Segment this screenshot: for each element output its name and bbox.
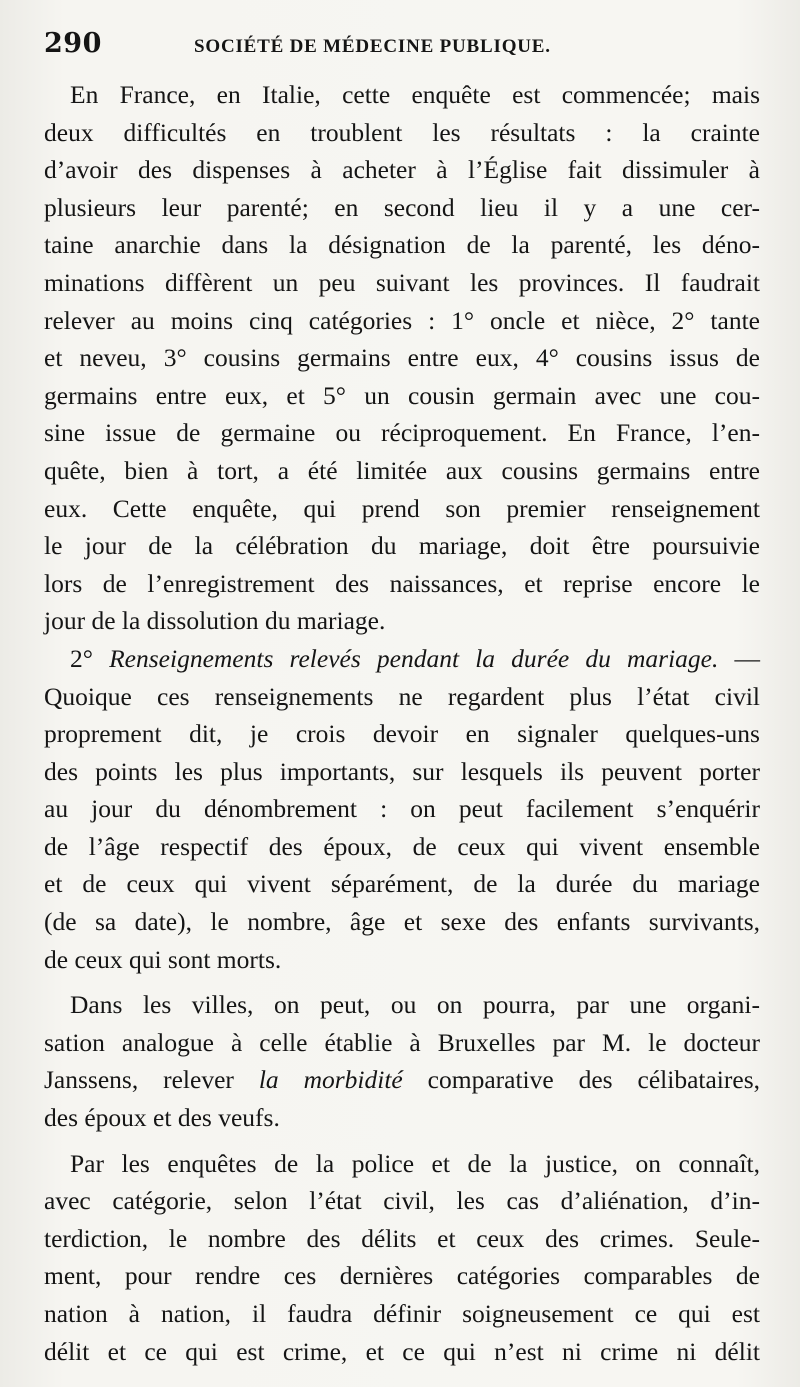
text-line: des points les plus importants, sur lesquels ils peuvent porter bbox=[44, 756, 760, 786]
text-line: le jour de la célébration du mariage, doit être poursuivie bbox=[44, 531, 760, 561]
text-line: taine anarchie dans la désignation de la parenté, les déno- bbox=[44, 230, 760, 260]
text-line: En France, en Italie, cette enquête est commencée; mais bbox=[70, 80, 760, 109]
section-dash: — bbox=[734, 643, 761, 673]
running-head bbox=[44, 28, 760, 68]
text-line: deux difficultés en troublent les résultats : la crainte bbox=[44, 117, 760, 147]
text-line: Quoique ces renseignements ne regardent plus l’état civil bbox=[44, 681, 760, 711]
text-line: sation analogue à celle établie à Bruxelles par M. le docteur bbox=[44, 1027, 760, 1057]
text-line: plusieurs leur parenté; en second lieu il y a une cer- bbox=[44, 192, 760, 222]
text-fragment: comparative des célibataires, bbox=[402, 1065, 760, 1095]
paragraph-2 bbox=[44, 640, 760, 978]
text-line: de ceux qui sont morts. bbox=[44, 944, 282, 974]
text-line: des époux et des veufs. bbox=[44, 1103, 280, 1133]
text-line: nation à nation, il faudra définir soigneusement ce qui est bbox=[44, 1299, 760, 1328]
text-line: minations diffèrent un peu suivant les provinces. Il faudrait bbox=[44, 267, 760, 297]
text-fragment: Janssens, relever bbox=[44, 1065, 259, 1095]
text-line: (de sa date), le nombre, âge et sexe des enfants survivants, bbox=[44, 907, 760, 937]
text-line: eux. Cette enquête, qui prend son premier renseignement bbox=[44, 493, 760, 523]
paragraph-4 bbox=[44, 1145, 760, 1371]
text-line: jour de la dissolution du mariage. bbox=[44, 606, 386, 636]
text-line: proprement dit, je crois devoir en signaler quelques-uns bbox=[44, 719, 760, 749]
text-line: de l’âge respectif des époux, de ceux qui vivent ensemble bbox=[44, 831, 760, 861]
text-line: quête, bien à tort, a été limitée aux cousins germains entre bbox=[44, 455, 760, 485]
paragraph-1 bbox=[44, 76, 760, 640]
section-number: 2° bbox=[70, 643, 93, 673]
page-number: 290 bbox=[44, 28, 102, 59]
text-line: terdiction, le nombre des délits et ceux des crimes. Seule- bbox=[44, 1223, 760, 1253]
text-line-with-italic bbox=[44, 1061, 760, 1099]
text-line: lors de l’enregistrement des naissances, et reprise encore le bbox=[44, 568, 760, 598]
text-line: ment, pour rendre ces dernières catégories comparables de bbox=[44, 1261, 760, 1291]
text-line: sine issue de germaine ou réciproquement. En France, l’en- bbox=[44, 418, 760, 448]
body-text bbox=[44, 76, 760, 1370]
section-lead-line bbox=[44, 640, 760, 678]
text-line: délit et ce qui est crime, et ce qui n’est ni crime ni délit bbox=[44, 1336, 760, 1366]
text-line: avec catégorie, selon l’état civil, les cas d’aliénation, d’in- bbox=[44, 1186, 760, 1216]
paragraph-3 bbox=[44, 986, 760, 1136]
text-line: germains entre eux, et 5° un cousin germain avec une cou- bbox=[44, 380, 760, 410]
text-line: relever au moins cinq catégories : 1° oncle et nièce, 2° tante bbox=[44, 305, 760, 335]
italic-term: la morbidité bbox=[258, 1065, 403, 1095]
text-line: Dans les villes, on peut, ou on pourra, par une organi- bbox=[70, 990, 760, 1020]
section-heading: Renseignements relevés pendant la durée du mariage. bbox=[109, 643, 719, 673]
running-title: SOCIÉTÉ DE MÉDECINE PUBLIQUE. bbox=[194, 36, 551, 57]
text-line: et de ceux qui vivent séparément, de la durée du mariage bbox=[44, 869, 760, 899]
text-line: au jour du dénombrement : on peut facilement s’enquérir bbox=[44, 794, 760, 824]
text-line: d’avoir des dispenses à acheter à l’Église fait dissimuler à bbox=[44, 155, 760, 185]
text-line: Par les enquêtes de la police et de la justice, on connaît, bbox=[70, 1148, 760, 1178]
text-line: et neveu, 3° cousins germains entre eux, 4° cousins issus de bbox=[44, 343, 760, 373]
